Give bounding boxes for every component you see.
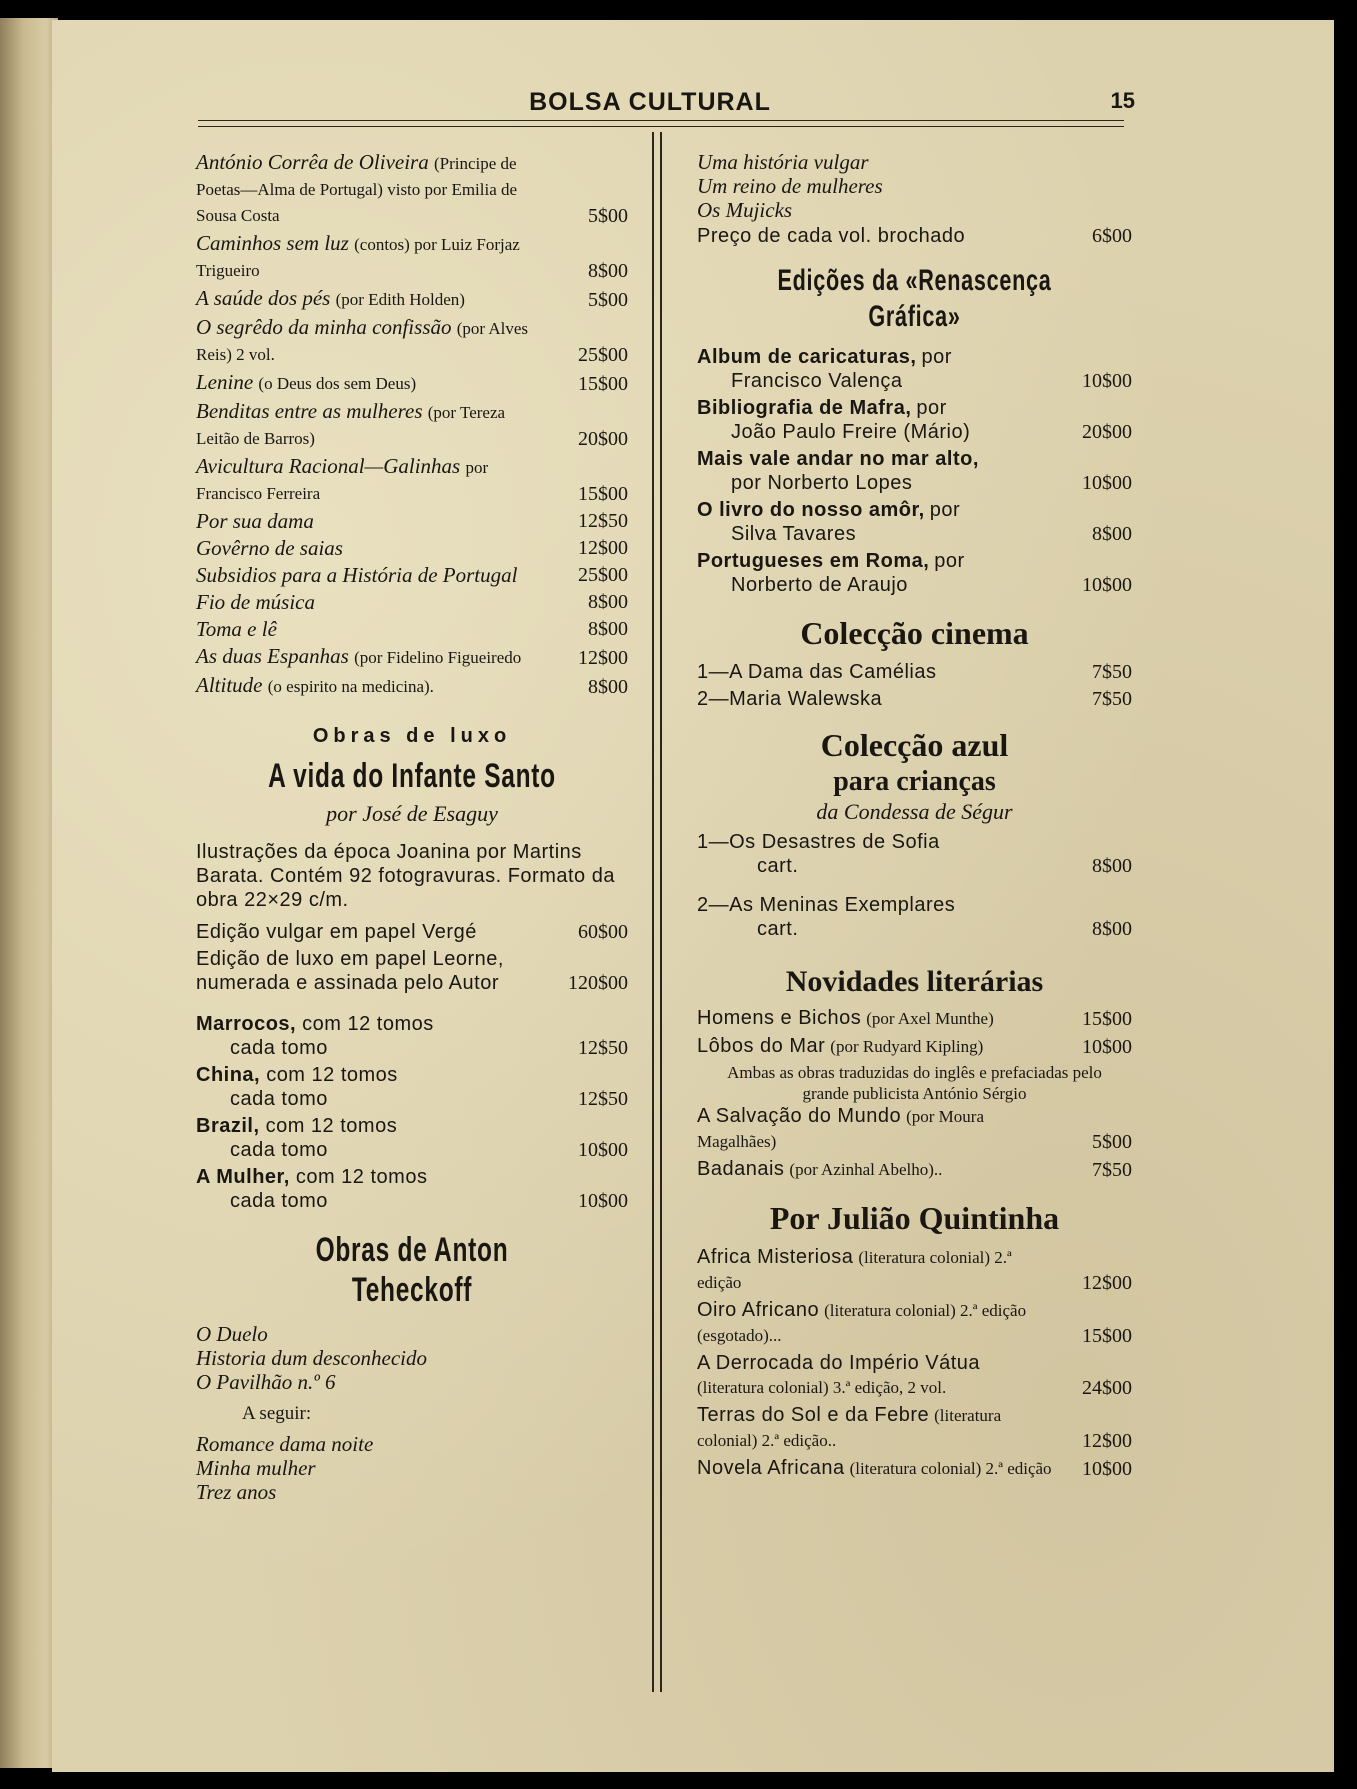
azul-sub: cart. <box>757 918 799 940</box>
quintinha-entry-title: Novela Africana <box>697 1457 845 1479</box>
azul-title: 2—As Meninas Exemplares <box>697 894 956 916</box>
renascenca-entry <box>697 345 1132 393</box>
collection-entry-text <box>196 1012 628 1060</box>
renascenca-title: Album de caricaturas, <box>697 346 917 368</box>
collection-name: China, <box>196 1064 261 1086</box>
quintinha-entry-title: Terras do Sol e da Febre <box>697 1404 930 1426</box>
renascenca-list <box>697 345 1132 597</box>
book-entry <box>196 454 628 506</box>
book-entry <box>196 370 628 396</box>
collection-sub: cada tomo <box>230 1037 328 1059</box>
quintinha-entry-text <box>697 1298 1132 1348</box>
book-entry-price: 12$00 <box>578 647 628 669</box>
renascenca-title: Portugueses em Roma, <box>697 550 930 572</box>
azul-list <box>697 830 1132 956</box>
running-title: BOLSA CULTURAL <box>529 88 771 116</box>
book-entry-text <box>196 644 628 670</box>
quintinha-entry-detail: (literatura colonial) 2.ª edição <box>697 1248 1012 1292</box>
renascenca-entry <box>697 498 1132 546</box>
novidade-entry-text <box>697 1034 1132 1059</box>
cinema-entry-price: 7$50 <box>1092 661 1132 683</box>
book-title: Govêrno de saias <box>196 536 343 560</box>
collection-entry-text <box>196 1165 628 1213</box>
quintinha-entry-title: A Derrocada do Império Vátua <box>697 1352 981 1374</box>
collection-entry-price: 12$50 <box>578 1037 628 1059</box>
quintinha-entry <box>697 1351 1132 1400</box>
book-title: As duas Espanhas <box>196 644 349 668</box>
novidade-entry-text <box>697 1104 1132 1154</box>
book-title: Fio de música <box>196 590 315 614</box>
book-title: Subsidios para a História de Portugal <box>196 563 518 587</box>
top-price: 6$00 <box>1092 225 1132 247</box>
book-detail: (por Edith Holden) <box>335 290 465 309</box>
book-entry-text <box>196 399 628 451</box>
luxo-author: por José de Esaguy <box>326 801 498 826</box>
tcheckoff-title: O Pavilhão n.º 6 <box>196 1370 336 1394</box>
collection-rest: com 12 tomos <box>265 1115 398 1137</box>
top-price-text: Preço de cada vol. brochado <box>697 225 966 247</box>
edition-entry-text <box>196 920 628 944</box>
cinema-list <box>697 660 1132 711</box>
edition-entry-price: 60$00 <box>578 921 628 943</box>
novidade-entry-text <box>697 1157 1132 1182</box>
edition-entry-price: 120$00 <box>568 972 628 994</box>
collection-line <box>196 1063 548 1087</box>
book-detail: (por Tereza Leitão de Barros) <box>196 403 506 448</box>
collection-sub: cada tomo <box>230 1088 328 1110</box>
book-entry-text <box>196 315 628 367</box>
book-entry-text <box>196 673 628 699</box>
book-entry <box>196 509 628 533</box>
book-title: Toma e lê <box>196 617 277 641</box>
book-entry-price: 25$00 <box>578 344 628 366</box>
novidade-entry-text <box>697 1006 1132 1031</box>
book-entry-price: 15$00 <box>578 373 628 395</box>
quintinha-entry <box>697 1456 1132 1481</box>
renascenca-author: por Norberto Lopes <box>731 472 913 494</box>
azul-sub: cart. <box>757 855 799 877</box>
collection-line <box>196 1165 548 1189</box>
azul-entry-text <box>697 830 1132 878</box>
collection-rest: com 12 tomos <box>295 1166 428 1188</box>
book-entry-text <box>196 590 628 614</box>
quintinha-entry-price: 12$00 <box>1082 1272 1132 1294</box>
book-entry-text <box>196 563 628 587</box>
book-detail: (o Deus dos sem Deus) <box>258 374 417 393</box>
collection-name: Brazil, <box>196 1115 260 1137</box>
quintinha-entry-price: 24$00 <box>1082 1377 1132 1399</box>
renascenca-line <box>697 345 1052 369</box>
renascenca-line <box>697 447 1052 471</box>
cinema-title: 1—A Dama das Camélias <box>697 661 937 683</box>
book-title: António Corrêa de Oliveira <box>196 150 429 174</box>
quintinha-entry-text <box>697 1403 1132 1453</box>
quintinha-entry-detail: (literatura colonial) 3.ª edição, 2 vol. <box>697 1378 947 1397</box>
luxo-heading: Obras de luxo <box>312 725 512 747</box>
book-title: Benditas entre as mulheres <box>196 399 423 423</box>
book-entry-text <box>196 617 628 641</box>
quintinha-entry-price: 12$00 <box>1082 1430 1132 1452</box>
collection-entry-price: 10$00 <box>578 1139 628 1161</box>
renascenca-author: João Paulo Freire (Mário) <box>731 421 971 443</box>
book-entry <box>196 150 628 228</box>
collection-entry <box>196 1063 628 1111</box>
book-entry <box>196 590 628 614</box>
renascenca-by: por <box>929 499 961 521</box>
book-entry-text <box>196 536 628 560</box>
right-column <box>697 150 1132 1484</box>
collection-sub: cada tomo <box>230 1190 328 1212</box>
book-title: Caminhos sem luz <box>196 231 349 255</box>
book-entry-price: 5$00 <box>588 205 628 227</box>
book-entry-text <box>196 286 628 312</box>
book-title: Avicultura Racional—Galinhas <box>196 454 461 478</box>
book-entry-text <box>196 150 628 228</box>
quintinha-list <box>697 1245 1132 1481</box>
renascenca-entry <box>697 396 1132 444</box>
quintinha-entry-text <box>697 1245 1132 1295</box>
renascenca-author: Francisco Valença <box>731 370 903 392</box>
collection-entry-price: 12$50 <box>578 1088 628 1110</box>
novidade-entry <box>697 1006 1132 1031</box>
collection-entry <box>196 1012 628 1060</box>
novidades-heading: Novidades literárias <box>785 965 1044 998</box>
edition-text: Edição de luxo em papel Leorne, numerada e assinada pelo Autor <box>196 948 504 994</box>
quintinha-entry-title: Africa Misteriosa <box>697 1246 854 1268</box>
azul-entry-price: 8$00 <box>1092 918 1132 940</box>
top-title: Um reino de mulheres <box>697 174 883 198</box>
renascenca-entry <box>697 447 1132 495</box>
luxo-book-title: A vida do Infante Santo <box>268 757 556 795</box>
tcheckoff-heading: Obras de Anton Teheckoff <box>315 1231 509 1309</box>
novidade-entry-title: Badanais <box>697 1158 785 1180</box>
book-entry <box>196 644 628 670</box>
collection-rest: com 12 tomos <box>266 1064 398 1086</box>
novidade-entry <box>697 1157 1132 1182</box>
header-rule-bottom <box>198 126 1124 127</box>
novidades-list-2 <box>697 1104 1132 1182</box>
novidade-entry <box>697 1104 1132 1154</box>
renascenca-entry-text <box>697 447 1132 495</box>
collection-rest: com 12 tomos <box>302 1013 434 1035</box>
renascenca-by: por <box>916 397 947 419</box>
book-entry-price: 5$00 <box>588 289 628 311</box>
book-entry-price: 15$00 <box>578 483 628 505</box>
cinema-title: 2—Maria Walewska <box>697 688 883 710</box>
book-entry <box>196 315 628 367</box>
quintinha-entry-detail: (literatura colonial) 2.ª edição <box>849 1459 1052 1478</box>
book-detail: (por Alves Reis) 2 vol. <box>196 319 529 364</box>
renascenca-line <box>697 396 1052 420</box>
left-page-edge <box>0 18 58 1768</box>
azul-spacer <box>697 881 1132 893</box>
book-entry <box>196 286 628 312</box>
renascenca-entry-price: 20$00 <box>1082 421 1132 443</box>
book-entry-text <box>196 231 628 283</box>
book-entry <box>196 536 628 560</box>
cinema-entry-text <box>697 660 1132 684</box>
renascenca-entry-price: 10$00 <box>1082 370 1132 392</box>
novidade-entry-title: Homens e Bichos <box>697 1007 862 1029</box>
renascenca-line <box>697 498 1052 522</box>
book-entry-price: 8$00 <box>588 260 628 282</box>
book-entry <box>196 563 628 587</box>
luxo-collections <box>196 1012 628 1213</box>
book-detail: (contos) por Luiz Forjaz Trigueiro <box>196 235 520 280</box>
renascenca-entry <box>697 549 1132 597</box>
book-entry-price: 12$50 <box>578 510 628 532</box>
renascenca-title: O livro do nosso amôr, <box>697 499 925 521</box>
edition-text: Edição vulgar em papel Vergé <box>196 921 477 943</box>
cinema-entry <box>697 660 1132 684</box>
cinema-entry <box>697 687 1132 711</box>
novidade-entry-title: Lôbos do Mar <box>697 1035 826 1057</box>
tcheckoff-title: Historia dum desconhecido <box>196 1346 427 1370</box>
collection-line <box>196 1012 548 1036</box>
column-rule-1 <box>652 132 654 1692</box>
quintinha-entry-price: 10$00 <box>1082 1458 1132 1480</box>
collection-entry-price: 10$00 <box>578 1190 628 1212</box>
azul-spacer <box>697 944 1132 956</box>
edition-entry <box>196 947 628 995</box>
azul-entry-price: 8$00 <box>1092 855 1132 877</box>
book-entry-price: 8$00 <box>588 676 628 698</box>
header-rule-top <box>198 120 1124 121</box>
cinema-entry-text <box>697 687 1132 711</box>
edition-entry <box>196 920 628 944</box>
tcheckoff-titles <box>196 1322 628 1394</box>
novidade-entry-price: 15$00 <box>1082 1008 1132 1030</box>
renascenca-heading: Edições da «Renascença Gráfica» <box>777 264 1052 333</box>
column-rule-2 <box>660 132 662 1692</box>
renascenca-entry-text <box>697 549 1132 597</box>
renascenca-entry-text <box>697 498 1132 546</box>
novidade-entry-detail: (por Azinhal Abelho).. <box>789 1160 943 1179</box>
top-title: Uma história vulgar <box>697 150 869 174</box>
book-title: Lenine <box>196 370 254 394</box>
renascenca-entry-price: 10$00 <box>1082 574 1132 596</box>
luxo-description: Ilustrações da época Joanina por Martins Barata. Contém 92 fotogravuras. Formato da obra 22×29 c/m. <box>196 841 615 911</box>
novidade-entry-title: A Salvação do Mundo <box>697 1105 902 1127</box>
renascenca-author: Norberto de Araujo <box>731 574 908 596</box>
book-detail: (Principe de Poetas—Alma de Portugal) visto por Emilia de Sousa Costa <box>196 154 518 225</box>
quintinha-entry-title: Oiro Africano <box>697 1299 820 1321</box>
upcoming-title: Minha mulher <box>196 1456 316 1480</box>
azul-entry <box>697 830 1132 878</box>
renascenca-line <box>697 549 1052 573</box>
renascenca-entry-price: 8$00 <box>1092 523 1132 545</box>
book-detail: por Francisco Ferreira <box>196 458 489 503</box>
page-number: 15 <box>1110 88 1135 113</box>
book-entry <box>196 231 628 283</box>
luxo-editions <box>196 920 628 995</box>
novidade-entry-price: 10$00 <box>1082 1036 1132 1058</box>
renascenca-title: Bibliografia de Mafra, <box>697 397 912 419</box>
quintinha-entry-price: 15$00 <box>1082 1325 1132 1347</box>
left-column <box>196 150 628 1504</box>
book-entry-price: 8$00 <box>588 618 628 640</box>
novidade-entry-detail: (por Moura Magalhães) <box>697 1107 984 1151</box>
renascenca-by: por <box>934 550 965 572</box>
collection-entry-text <box>196 1114 628 1162</box>
novidade-entry-detail: (por Rudyard Kipling) <box>830 1037 984 1056</box>
book-entry-price: 12$00 <box>578 537 628 559</box>
book-entry-price: 20$00 <box>578 428 628 450</box>
azul-heading: Colecção azul <box>820 727 1009 763</box>
cinema-entry-price: 7$50 <box>1092 688 1132 710</box>
top-titles <box>697 150 1132 222</box>
book-title: Altitude <box>196 673 263 697</box>
novidade-entry-detail: (por Axel Munthe) <box>866 1009 994 1028</box>
book-detail: (por Fidelino Figueiredo <box>354 648 522 667</box>
renascenca-entry-text <box>697 396 1132 444</box>
edition-entry-text <box>196 947 628 995</box>
renascenca-by: por <box>921 346 952 368</box>
top-title: Os Mujicks <box>697 198 793 222</box>
collection-entry <box>196 1114 628 1162</box>
azul-author: da Condessa de Ségur <box>816 799 1013 824</box>
quintinha-entry <box>697 1245 1132 1295</box>
collection-entry-text <box>196 1063 628 1111</box>
collection-entry <box>196 1165 628 1213</box>
novidades-list <box>697 1006 1132 1059</box>
quintinha-entry <box>697 1298 1132 1348</box>
azul-entry-text <box>697 893 1132 941</box>
top-price-line <box>697 224 1132 248</box>
book-entry-text <box>196 509 628 533</box>
novidade-entry-price: 5$00 <box>1092 1131 1132 1153</box>
book-detail: (o espirito na medicina). <box>267 677 434 696</box>
upcoming-title: Romance dama noite <box>196 1432 374 1456</box>
book-title: A saúde dos pés <box>196 286 331 310</box>
quintinha-entry <box>697 1403 1132 1453</box>
upcoming-title: Trez anos <box>196 1480 277 1504</box>
cinema-heading: Colecção cinema <box>800 615 1029 651</box>
renascenca-title: Mais vale andar no mar alto, <box>697 448 979 470</box>
tcheckoff-upcoming <box>196 1432 628 1504</box>
collection-line <box>196 1114 548 1138</box>
novidade-entry <box>697 1034 1132 1059</box>
quintinha-entry-text <box>697 1456 1132 1481</box>
book-entry-text <box>196 370 628 396</box>
novidades-note: Ambas as obras traduzidas do inglês e prefaciadas pelo grande publicista António Sérgio <box>727 1063 1102 1103</box>
quintinha-heading: Por Julião Quintinha <box>769 1200 1060 1236</box>
book-entry-price: 8$00 <box>588 591 628 613</box>
azul-title: 1—Os Desastres de Sofia <box>697 831 940 853</box>
book-entry-text <box>196 454 628 506</box>
collection-sub: cada tomo <box>230 1139 328 1161</box>
renascenca-entry-text <box>697 345 1132 393</box>
collection-name: Marrocos, <box>196 1013 297 1035</box>
left-book-list <box>196 150 628 699</box>
renascenca-author: Silva Tavares <box>731 523 857 545</box>
azul-subheading: para crianças <box>833 766 996 797</box>
book-entry <box>196 673 628 699</box>
quintinha-entry-detail: (literatura colonial) 2.ª edição.. <box>697 1406 1002 1450</box>
seguir-label: A seguir: <box>242 1403 312 1424</box>
book-title: O segrêdo da minha confissão <box>196 315 452 339</box>
book-entry <box>196 617 628 641</box>
azul-entry <box>697 893 1132 941</box>
book-entry <box>196 399 628 451</box>
book-entry-price: 25$00 <box>578 564 628 586</box>
novidade-entry-price: 7$50 <box>1092 1159 1132 1181</box>
tcheckoff-title: O Duelo <box>196 1322 268 1346</box>
collection-name: A Mulher, <box>196 1166 290 1188</box>
quintinha-entry-detail: (literatura colonial) 2.ª edição (esgotado)... <box>697 1301 1027 1345</box>
quintinha-entry-text <box>697 1351 1132 1400</box>
renascenca-entry-price: 10$00 <box>1082 472 1132 494</box>
book-title: Por sua dama <box>196 509 314 533</box>
